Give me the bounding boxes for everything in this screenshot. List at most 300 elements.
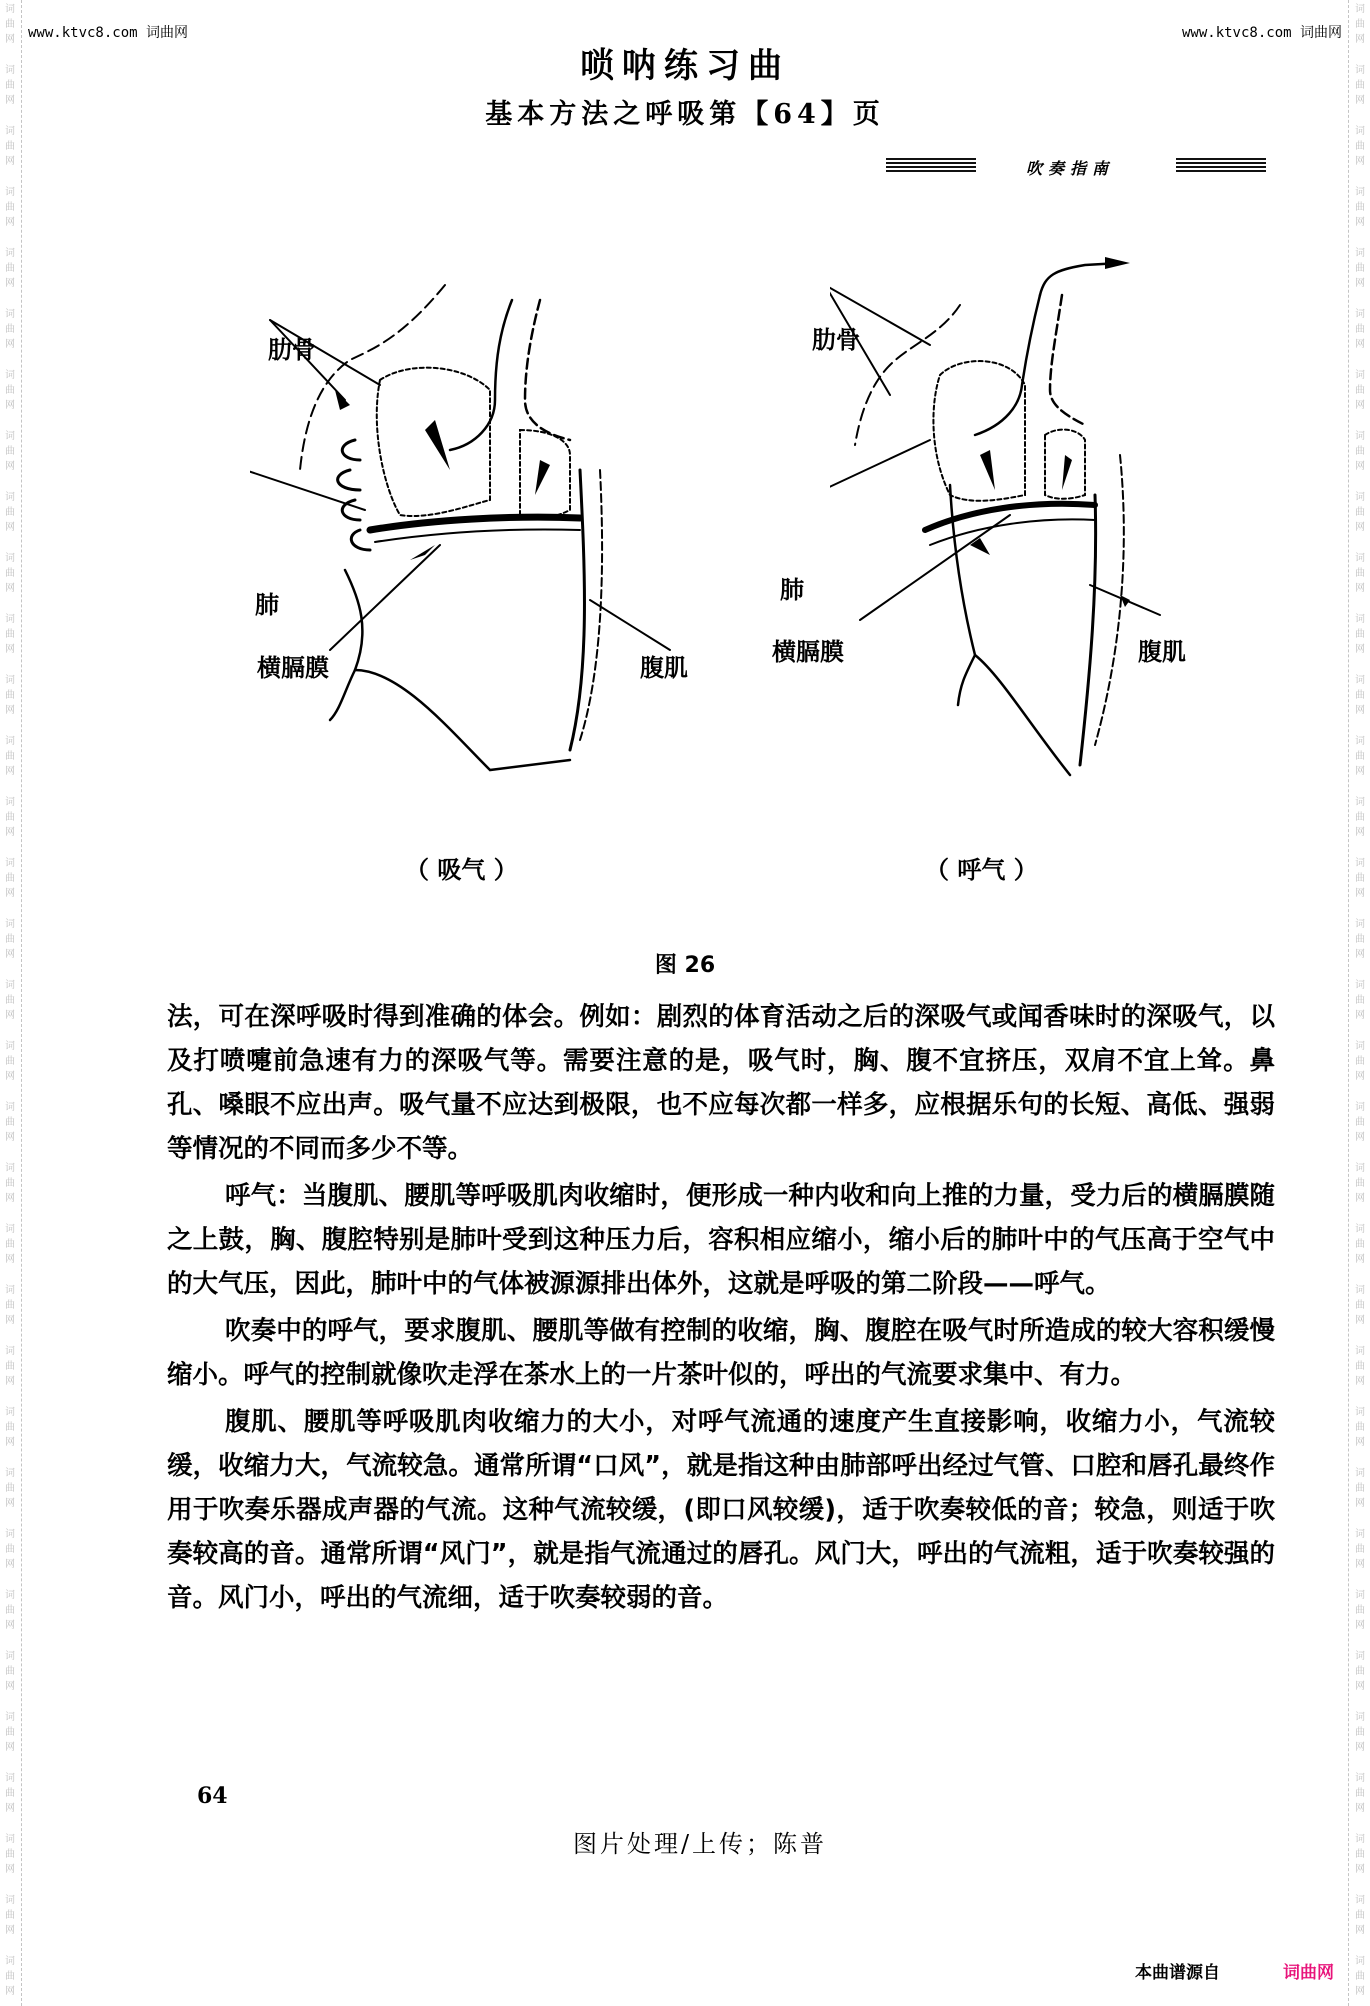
trachea-outline-inner — [525, 300, 570, 440]
watermark-group — [2, 429, 18, 474]
watermark-char: 网 — [5, 278, 15, 289]
watermark-group — [1352, 1222, 1368, 1267]
watermark-char: 词 — [1355, 1346, 1365, 1357]
watermark-char: 词 — [5, 675, 15, 686]
watermark-group — [2, 185, 18, 230]
watermark-char: 曲 — [1355, 19, 1365, 30]
watermark-char: 曲 — [1355, 1361, 1365, 1372]
watermark-char: 网 — [1355, 1681, 1365, 1692]
watermark-char: 网 — [1355, 1437, 1365, 1448]
right-margin-dashed-line — [1348, 0, 1349, 2006]
watermark-char: 曲 — [5, 751, 15, 762]
watermark-group — [2, 856, 18, 901]
watermark-char: 曲 — [5, 1361, 15, 1372]
watermark-char: 网 — [5, 1132, 15, 1143]
watermark-char: 词 — [5, 370, 15, 381]
watermark-group — [1352, 795, 1368, 840]
watermark-char: 网 — [5, 949, 15, 960]
watermark-char: 词 — [5, 1590, 15, 1601]
arrow-lung-1 — [425, 420, 450, 470]
watermark-char: 词 — [5, 1834, 15, 1845]
watermark-char: 词 — [5, 1102, 15, 1113]
watermark-char: 词 — [1355, 1163, 1365, 1174]
watermark-char: 曲 — [5, 141, 15, 152]
watermark-char: 曲 — [1355, 263, 1365, 274]
watermark-char: 词 — [5, 1163, 15, 1174]
watermark-char: 网 — [5, 705, 15, 716]
trachea-right — [1050, 295, 1085, 425]
watermark-char: 词 — [1355, 1041, 1365, 1052]
band-rule-left — [886, 158, 976, 174]
watermark-char: 词 — [1355, 187, 1365, 198]
watermark-char: 网 — [1355, 1315, 1365, 1326]
watermark-char: 曲 — [5, 385, 15, 396]
watermark-char: 词 — [5, 1956, 15, 1967]
watermark-char: 词 — [1355, 126, 1365, 137]
watermark-group — [1352, 185, 1368, 230]
inhalation-diagram — [250, 270, 710, 800]
watermark-group — [2, 1710, 18, 1755]
watermark-char: 曲 — [1355, 507, 1365, 518]
watermark-char: 网 — [5, 1681, 15, 1692]
watermark-char: 网 — [1355, 217, 1365, 228]
watermark-char: 曲 — [5, 1849, 15, 1860]
watermark-group — [2, 1222, 18, 1267]
watermark-char: 曲 — [1355, 568, 1365, 579]
page-title: 唢呐练习曲 — [580, 46, 790, 86]
upload-credit: 图片处理/上传；陈普 — [572, 1830, 828, 1858]
watermark-char: 词 — [5, 126, 15, 137]
watermark-group — [2, 307, 18, 352]
watermark-char: 曲 — [1355, 873, 1365, 884]
watermark-group — [1352, 1161, 1368, 1206]
watermark-char: 词 — [1355, 858, 1365, 869]
watermark-char: 曲 — [1355, 1239, 1365, 1250]
watermark-char: 曲 — [5, 1117, 15, 1128]
watermark-char: 词 — [5, 614, 15, 625]
watermark-group — [1352, 1283, 1368, 1328]
watermark-char: 曲 — [5, 1788, 15, 1799]
watermark-char: 词 — [5, 4, 15, 15]
watermark-char: 网 — [5, 217, 15, 228]
label-ribs-exhale: 肋骨 — [812, 326, 860, 354]
trachea-left — [975, 295, 1040, 435]
watermark-group — [2, 490, 18, 535]
watermark-char: 曲 — [1355, 1727, 1365, 1738]
left-margin-dashed-line — [21, 0, 22, 2006]
caption-inhale: （ 吸气 ） — [405, 856, 518, 884]
arrow-exhale-out — [1105, 257, 1130, 269]
watermark-char: 网 — [1355, 1864, 1365, 1875]
watermark-char: 词 — [1355, 1529, 1365, 1540]
watermark-char: 词 — [5, 736, 15, 747]
watermark-group — [1352, 246, 1368, 291]
watermark-group — [1352, 1893, 1368, 1938]
watermark-char: 网 — [5, 34, 15, 45]
watermark-char: 曲 — [5, 1239, 15, 1250]
exhalation-diagram — [830, 255, 1190, 795]
watermark-char: 词 — [5, 1468, 15, 1479]
watermark-char: 词 — [1355, 248, 1365, 259]
watermark-char: 词 — [5, 919, 15, 930]
watermark-char: 曲 — [5, 1056, 15, 1067]
watermark-char: 曲 — [1355, 1971, 1365, 1982]
watermark-char: 网 — [1355, 949, 1365, 960]
watermark-char: 网 — [1355, 583, 1365, 594]
right-watermark-strip — [1350, 0, 1370, 2006]
watermark-char: 曲 — [1355, 1605, 1365, 1616]
watermark-char: 网 — [5, 1925, 15, 1936]
paragraph-3: 吹奏中的呼气，要求腹肌、腰肌等做有控制的收缩，胸、腹腔在吸气时所造成的较大容积缓慢缩小。呼气的控制就像吹走浮在茶水上的一片茶叶似的，呼出的气流要求集中、有力。 — [167, 1316, 1275, 1390]
watermark-char: 词 — [1355, 1468, 1365, 1479]
watermark-char: 词 — [1355, 614, 1365, 625]
watermark-group — [1352, 978, 1368, 1023]
watermark-char: 曲 — [5, 812, 15, 823]
watermark-group — [1352, 1527, 1368, 1572]
watermark-char: 词 — [5, 1651, 15, 1662]
watermark-char: 网 — [5, 1193, 15, 1204]
watermark-char: 曲 — [1355, 1544, 1365, 1555]
watermark-group — [2, 246, 18, 291]
watermark-group — [1352, 1588, 1368, 1633]
watermark-char: 曲 — [5, 1178, 15, 1189]
watermark-char: 网 — [1355, 766, 1365, 777]
watermark-char: 词 — [5, 65, 15, 76]
label-lung-inhale: 肺 — [255, 591, 279, 619]
watermark-char: 网 — [5, 827, 15, 838]
paragraph-1: 法，可在深呼吸时得到准确的体会。例如：剧烈的体育活动之后的深吸气或闻香味时的深吸气，以及打喷嚏前急速有力的深吸气等。需要注意的是，吸气时，胸、腹不宜挤压，双肩不宜上耸。鼻孔、嗓眼不应出声。吸气量不应达到极限，也不应每次都一样多，应根据乐句的长短、高低、强弱等情况的不同而多少不等。 — [167, 1002, 1275, 1164]
page-subtitle: 基本方法之呼吸第【64】页 — [485, 99, 885, 130]
figure-inhalation — [250, 270, 710, 800]
paragraph-2: 呼气：当腹肌、腰肌等呼吸肌肉收缩时，便形成一种内收和向上推的力量，受力后的横膈膜随之上鼓，胸、腹腔特别是肺叶受到这种压力后，容积相应缩小，缩小后的肺叶中的气压高于空气中的大气压，因此，肺叶中的气体被源源排出体外，这就是呼吸的第二阶段——呼气。 — [167, 1181, 1275, 1299]
watermark-char: 网 — [5, 522, 15, 533]
watermark-char: 词 — [1355, 736, 1365, 747]
watermark-char: 网 — [1355, 1498, 1365, 1509]
watermark-char: 网 — [1355, 1620, 1365, 1631]
watermark-group — [2, 1283, 18, 1328]
watermark-char: 网 — [5, 766, 15, 777]
watermark-char: 曲 — [5, 446, 15, 457]
watermark-char: 词 — [5, 553, 15, 564]
watermark-char: 网 — [1355, 400, 1365, 411]
watermark-group — [1352, 1466, 1368, 1511]
watermark-char: 网 — [5, 1254, 15, 1265]
watermark-char: 网 — [1355, 1254, 1365, 1265]
watermark-char: 网 — [1355, 156, 1365, 167]
watermark-group — [2, 1771, 18, 1816]
watermark-char: 曲 — [1355, 1422, 1365, 1433]
pointer-diaphragm — [860, 515, 1010, 620]
watermark-char: 词 — [1355, 1102, 1365, 1113]
watermark-group — [2, 1649, 18, 1694]
watermark-char: 曲 — [5, 1422, 15, 1433]
watermark-char: 词 — [5, 431, 15, 442]
watermark-char: 词 — [1355, 370, 1365, 381]
site-url-right[interactable]: www.ktvc8.com 词曲网 — [1181, 25, 1342, 41]
watermark-char: 词 — [1355, 1895, 1365, 1906]
watermark-char: 网 — [5, 1559, 15, 1570]
watermark-char: 曲 — [1355, 141, 1365, 152]
watermark-group — [2, 1954, 18, 1999]
watermark-char: 曲 — [5, 629, 15, 640]
watermark-char: 网 — [1355, 1376, 1365, 1387]
watermark-group — [2, 1893, 18, 1938]
watermark-char: 曲 — [1355, 80, 1365, 91]
watermark-char: 网 — [1355, 1925, 1365, 1936]
pointer-diaphragm — [330, 545, 440, 650]
watermark-char: 词 — [5, 1285, 15, 1296]
arrow-ribs — [335, 390, 350, 410]
watermark-char: 曲 — [1355, 1056, 1365, 1067]
body-hip-line — [330, 670, 355, 720]
watermark-group — [1352, 1039, 1368, 1084]
watermark-char: 词 — [1355, 492, 1365, 503]
watermark-char: 网 — [5, 888, 15, 899]
arrow-lung-2 — [535, 460, 550, 495]
watermark-group — [1352, 368, 1368, 413]
watermark-group — [2, 734, 18, 779]
watermark-group — [1352, 1405, 1368, 1450]
watermark-char: 曲 — [1355, 385, 1365, 396]
watermark-group — [1352, 1954, 1368, 1999]
watermark-char: 网 — [5, 1620, 15, 1631]
watermark-char: 曲 — [1355, 934, 1365, 945]
watermark-group — [1352, 551, 1368, 596]
rib-curls — [338, 440, 370, 550]
watermark-group — [1352, 1649, 1368, 1694]
pointer-lung — [830, 440, 930, 510]
watermark-char: 曲 — [1355, 446, 1365, 457]
watermark-char: 曲 — [5, 1727, 15, 1738]
diaphragm-band — [370, 517, 580, 530]
watermark-char: 词 — [1355, 980, 1365, 991]
watermark-char: 网 — [5, 461, 15, 472]
watermark-char: 网 — [5, 339, 15, 350]
source-label: 本曲谱源自 — [1135, 1963, 1220, 1983]
watermark-char: 词 — [5, 1041, 15, 1052]
watermark-char: 网 — [1355, 34, 1365, 45]
watermark-char: 网 — [5, 95, 15, 106]
watermark-group — [2, 795, 18, 840]
watermark-group — [2, 612, 18, 657]
arrow-lung-2 — [1062, 455, 1072, 490]
label-lung-exhale: 肺 — [780, 576, 804, 604]
watermark-char: 曲 — [1355, 995, 1365, 1006]
watermark-char: 曲 — [5, 202, 15, 213]
watermark-char: 网 — [5, 1315, 15, 1326]
watermark-group — [2, 1100, 18, 1145]
watermark-char: 曲 — [5, 19, 15, 30]
caption-exhale: （ 呼气 ） — [925, 856, 1038, 884]
watermark-group — [1352, 612, 1368, 657]
watermark-char: 网 — [1355, 522, 1365, 533]
watermark-char: 曲 — [5, 263, 15, 274]
abdominal-wall-outer — [1095, 455, 1124, 745]
watermark-char: 曲 — [5, 1483, 15, 1494]
watermark-char: 网 — [1355, 95, 1365, 106]
watermark-char: 网 — [5, 1864, 15, 1875]
label-abdominal-exhale: 腹肌 — [1138, 638, 1186, 666]
pointer-abdominal — [590, 600, 670, 650]
watermark-char: 网 — [1355, 1742, 1365, 1753]
watermark-group — [2, 1527, 18, 1572]
watermark-char: 词 — [5, 858, 15, 869]
watermark-char: 曲 — [5, 507, 15, 518]
watermark-char: 网 — [1355, 644, 1365, 655]
watermark-char: 词 — [5, 1346, 15, 1357]
section-band — [886, 158, 1270, 178]
watermark-char: 网 — [5, 583, 15, 594]
watermark-char: 曲 — [1355, 324, 1365, 335]
diaphragm-band-lower — [375, 530, 580, 543]
watermark-group — [1352, 1771, 1368, 1816]
watermark-char: 网 — [5, 1986, 15, 1997]
watermark-char: 网 — [1355, 1071, 1365, 1082]
figure-exhalation — [830, 255, 1190, 795]
watermark-char: 曲 — [1355, 1910, 1365, 1921]
watermark-char: 词 — [5, 1895, 15, 1906]
watermark-char: 词 — [5, 1407, 15, 1418]
watermark-char: 词 — [1355, 1590, 1365, 1601]
watermark-group — [1352, 429, 1368, 474]
watermark-char: 曲 — [5, 1910, 15, 1921]
watermark-char: 词 — [1355, 65, 1365, 76]
watermark-group — [1352, 673, 1368, 718]
label-diaphragm-exhale: 横膈膜 — [772, 638, 844, 666]
watermark-char: 词 — [1355, 431, 1365, 442]
watermark-char: 词 — [1355, 1224, 1365, 1235]
watermark-char: 网 — [5, 644, 15, 655]
body-back-line — [950, 485, 1070, 775]
watermark-char: 曲 — [1355, 1117, 1365, 1128]
watermark-group — [1352, 734, 1368, 779]
watermark-char: 曲 — [1355, 1178, 1365, 1189]
watermark-char: 词 — [5, 187, 15, 198]
watermark-char: 词 — [1355, 1834, 1365, 1845]
watermark-char: 曲 — [1355, 1849, 1365, 1860]
label-ribs-inhale: 肋骨 — [268, 336, 316, 364]
watermark-char: 曲 — [1355, 1300, 1365, 1311]
watermark-char: 网 — [5, 1071, 15, 1082]
watermark-group — [1352, 1344, 1368, 1389]
figure-number: 图 26 — [654, 953, 716, 978]
left-watermark-strip — [0, 0, 20, 2006]
watermark-group — [2, 551, 18, 596]
watermark-char: 词 — [5, 309, 15, 320]
watermark-char: 曲 — [5, 1666, 15, 1677]
watermark-char: 网 — [5, 1376, 15, 1387]
watermark-char: 词 — [1355, 1651, 1365, 1662]
site-url-left[interactable]: www.ktvc8.com 词曲网 — [28, 25, 189, 41]
watermark-char: 曲 — [5, 568, 15, 579]
watermark-char: 词 — [1355, 1407, 1365, 1418]
watermark-char: 网 — [1355, 1803, 1365, 1814]
watermark-char: 词 — [1355, 1285, 1365, 1296]
watermark-group — [1352, 1710, 1368, 1755]
watermark-char: 曲 — [1355, 1788, 1365, 1799]
watermark-char: 词 — [5, 1712, 15, 1723]
arrow-lung-1 — [980, 450, 995, 490]
watermark-char: 曲 — [5, 1971, 15, 1982]
watermark-char: 词 — [5, 248, 15, 259]
watermark-char: 词 — [1355, 919, 1365, 930]
watermark-char: 网 — [1355, 278, 1365, 289]
section-band-label: 吹奏指南 — [1026, 159, 1115, 178]
watermark-char: 网 — [5, 1498, 15, 1509]
watermark-group — [2, 368, 18, 413]
body-hip-line — [958, 655, 975, 705]
watermark-char: 词 — [5, 1529, 15, 1540]
paragraph-4: 腹肌、腰肌等呼吸肌肉收缩力的大小，对呼气流通的速度产生直接影响，收缩力小，气流较缓，收缩力大，气流较急。通常所谓“口风”，就是指这种由肺部呼出经过气管、口腔和唇孔最终作用于吹奏乐器成声器的气流。这种气流较缓，(即口风较缓)，适于吹奏较低的音；较急，则适于吹奏较高的音。通常所谓“风门”，就是指气流通过的唇孔。风门大，呼出的气流粗，适于吹奏较强的音。风门小，呼出的气流细，适于吹奏较弱的音。 — [167, 1407, 1275, 1613]
watermark-char: 词 — [1355, 309, 1365, 320]
watermark-char: 网 — [1355, 461, 1365, 472]
watermark-char: 网 — [5, 1437, 15, 1448]
watermark-group — [1352, 856, 1368, 901]
watermark-char: 网 — [5, 156, 15, 167]
lung-left — [933, 361, 1025, 501]
watermark-char: 网 — [1355, 1559, 1365, 1570]
label-diaphragm-inhale: 横膈膜 — [257, 654, 329, 682]
back-outline — [300, 285, 445, 470]
watermark-char: 网 — [5, 1010, 15, 1021]
watermark-char: 曲 — [1355, 1666, 1365, 1677]
watermark-group — [2, 978, 18, 1023]
watermark-char: 词 — [1355, 1956, 1365, 1967]
watermark-char: 网 — [1355, 339, 1365, 350]
watermark-group — [2, 1039, 18, 1084]
watermark-char: 词 — [1355, 797, 1365, 808]
watermark-group — [1352, 1100, 1368, 1145]
watermark-char: 曲 — [5, 1544, 15, 1555]
watermark-char: 曲 — [5, 873, 15, 884]
watermark-char: 曲 — [5, 324, 15, 335]
watermark-char: 词 — [1355, 553, 1365, 564]
body-back-line — [345, 570, 570, 770]
watermark-char: 网 — [1355, 705, 1365, 716]
watermark-char: 词 — [5, 1224, 15, 1235]
watermark-group — [2, 1161, 18, 1206]
watermark-char: 词 — [5, 797, 15, 808]
body-text — [167, 995, 1275, 1620]
watermark-char: 曲 — [1355, 202, 1365, 213]
watermark-char: 网 — [1355, 1986, 1365, 1997]
watermark-char: 曲 — [1355, 690, 1365, 701]
watermark-char: 曲 — [1355, 1483, 1365, 1494]
watermark-char: 曲 — [1355, 629, 1365, 640]
trachea-outline — [450, 300, 512, 450]
watermark-group — [2, 673, 18, 718]
band-rule-right — [1176, 158, 1266, 174]
watermark-char: 曲 — [5, 80, 15, 91]
source-site-link[interactable]: 词曲网 — [1283, 1963, 1334, 1983]
watermark-char: 词 — [5, 1773, 15, 1784]
watermark-char: 网 — [5, 400, 15, 411]
watermark-char: 网 — [5, 1742, 15, 1753]
watermark-char: 网 — [1355, 888, 1365, 899]
watermark-char: 曲 — [1355, 812, 1365, 823]
watermark-char: 网 — [1355, 1193, 1365, 1204]
watermark-char: 词 — [1355, 675, 1365, 686]
watermark-group — [2, 1344, 18, 1389]
watermark-char: 曲 — [1355, 751, 1365, 762]
watermark-char: 曲 — [5, 995, 15, 1006]
watermark-group — [2, 1588, 18, 1633]
watermark-char: 网 — [1355, 1132, 1365, 1143]
watermark-char: 网 — [1355, 827, 1365, 838]
watermark-char: 词 — [1355, 1773, 1365, 1784]
abdominal-wall — [570, 470, 584, 750]
watermark-group — [1352, 490, 1368, 535]
